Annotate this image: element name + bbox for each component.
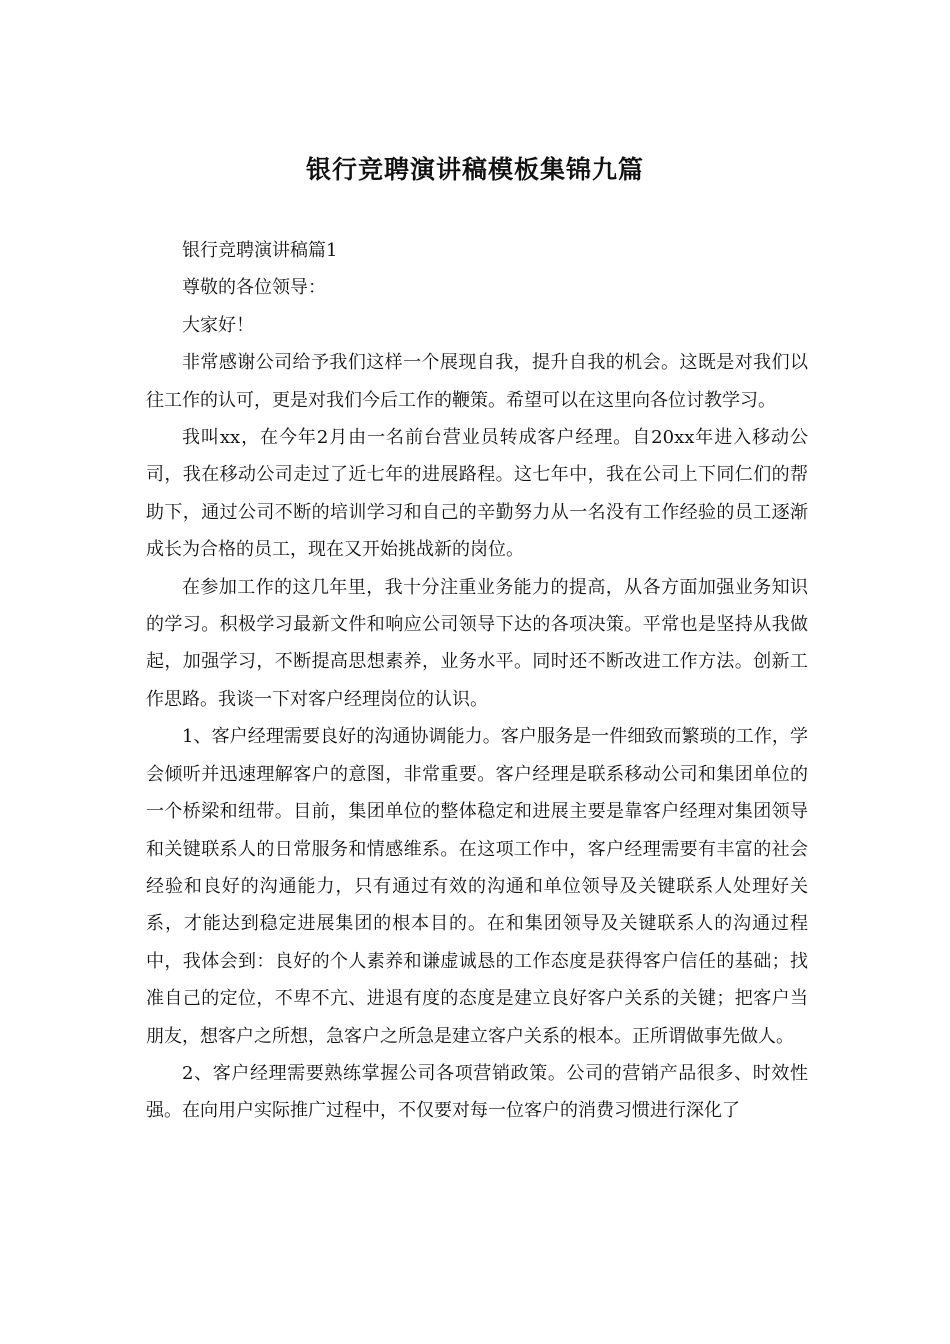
paragraph-section-heading: 银行竞聘演讲稿篇1: [182, 240, 338, 261]
paragraph-greeting: 大家好！: [182, 314, 254, 336]
paragraph-text: 非常感谢公司给予我们这样一个展现自我，提升自我的机会。这既是对我们以往工作的认可，更是对我们今后工作的鞭策。希望可以在这里向各位讨教学习。: [146, 352, 808, 411]
document-title: 银行竞聘演讲稿模板集锦九篇: [305, 155, 644, 184]
paragraph-salutation: 尊敬的各位领导：: [182, 277, 326, 299]
paragraph-text: 2、客户经理需要熟练掌握公司各项营销政策。公司的营销产品很多、时效性强。在向用户实际推广过程中，不仅要对每一位客户的消费习惯进行深化了: [146, 1062, 808, 1122]
paragraph-text: 1、客户经理需要良好的沟通协调能力。客户服务是一件细致而繁琐的工作，学会倾听并迅速理解客户的意图，非常重要。客户经理是联系移动公司和集团单位的一个桥梁和纽带。目前，集团单位的整体稳定和进展主要是靠客户经理对集团领导和关键联系人的日常服务和情感维系。在这项工作中，客户经理需要有丰富的社会经验和良好的沟通能力，只有通过有效的沟通和单位领导及关键联系人处理好关系，才能达到稳定进展集团的根本目的。在和集团领导及关键联系人的沟通过程中，我体会到：良好的个人素养和谦虚诚恳的工作态度是获得客户信任的基础；找准自己的定位，不卑不亢、进退有度的态度是建立良好客户关系的关键；把客户当朋友，想客户之所想，急客户之所急是建立客户关系的根本。正所谓做事先做人。: [146, 726, 808, 1047]
document-body: [146, 232, 808, 1130]
paragraph-text: 我叫xx，在今年2月由一名前台营业员转成客户经理。自20xx年进入移动公司，我在移动公司走过了近七年的进展路程。这七年中，我在公司上下同仁们的帮助下，通过公司不断的培训学习和自己的辛勤努力从一名没有工作经验的员工逐渐成长为合格的员工，现在又开始挑战新的岗位。: [146, 427, 808, 561]
paragraph-text: 在参加工作的这几年里，我十分注重业务能力的提高，从各方面加强业务知识的学习。积极学习最新文件和响应公司领导下达的各项决策。平常也是坚持从我做起，加强学习，不断提高思想素养，业务水平。同时还不断改进工作方法。创新工作思路。我谈一下对客户经理岗位的认识。: [146, 576, 808, 710]
